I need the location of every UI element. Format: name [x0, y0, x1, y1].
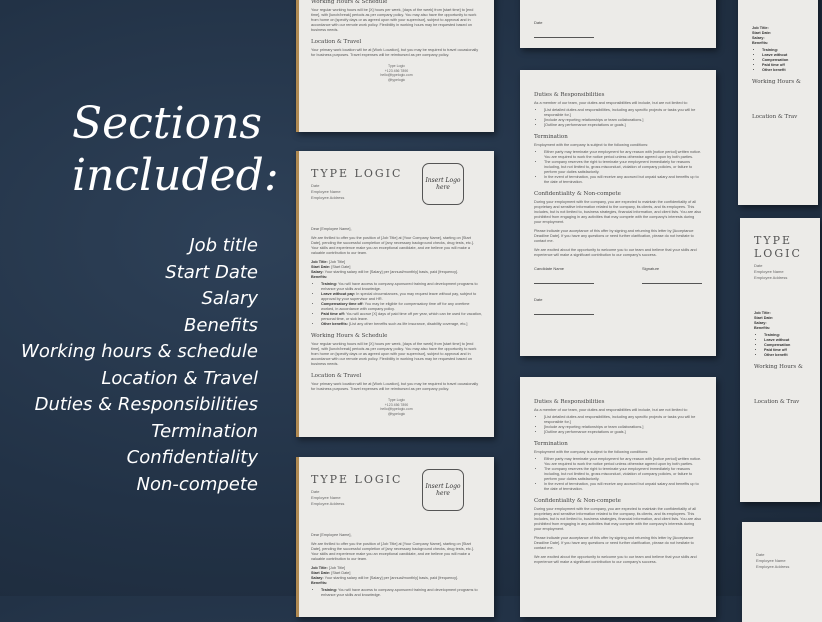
section-item: Non-compete	[136, 473, 258, 495]
section-item: Location & Travel	[101, 367, 258, 389]
sections-list	[21, 233, 258, 498]
salutation: Dear [Employee Name],	[311, 227, 352, 231]
section-item: Benefits	[184, 314, 258, 336]
list-item: • Leave without pay: In special circumstances, you may request leave without pay, subject to approval by your supervisor and HR.	[321, 292, 482, 302]
confidentiality-title: Confidentiality & Non-compete	[534, 191, 621, 197]
heading-line-2: included:	[72, 150, 279, 201]
duties-title: Duties & Responsibilities	[534, 92, 605, 98]
section-item: Duties & Responsibilities	[34, 394, 258, 415]
letter-page-right-top: Job Title: Start Date: Salary: Benefits: • Training: • Leave without • Compensation • Paid time off • Other benefit Working Hours & Location & Trav	[738, 0, 818, 205]
date-line	[534, 29, 594, 38]
logo-placeholder: Insert Logo here	[422, 469, 464, 511]
duties-page-bottom: Duties & Responsibilities As a member of our team, your duties and responsibilities will include, but are not limited to: • [List detailed duties and responsibilities, including any specific projects or tasks you will be responsible for.] • [Include any reporting relationships or team collaborations.] • [Outline any performance expectations or goals.] Termination Employment with the company is subject to the following conditions: • Either party may terminate your employment for any reason with [notice period] written notice. You are required to work the notice period unless otherwise agreed upon by both parties. • The company reserves the right to terminate your employment immediately for reasons including, but not limited to, gross misconduct, violation of company policies, or failure to perform your duties satisfactorily. • In the event of termination, you will receive any accrued but unpaid salary and benefits up to the date of termination. Confidentiality & Non-compete During your employment with the company, you are expected to maintain the confidentiality of all proprietary and sensitive information related to the company, its clients, and its employees. This includes, but is not limited to, business strategies, financial information, and client lists. You are also prohibited from engaging in any activities that may compete with the company's interests during your employment. Please indicate your acceptance of this offer by signing and returning this letter by [Acceptance Deadline Date]. If you have any questions or need further clarification, please do not hesitate to contact me. We are excited about the opportunity to welcome you to our team and believe that your skills and experience will make a significant contribution to our company's success.	[520, 377, 716, 617]
section-item: Confidentiality	[126, 447, 258, 468]
letter-page-middle: TYPE LOGIC Date Employee Name Employee Address Insert Logo here Dear [Employee Name], We are thrilled to offer you the position of [Job Title] at [Your Company Name], starting on [Start Date], pending the successful completion of [any necessary background checks, drug tests, etc.]. Your skills and experience make you an exceptional candidate, and we believe you will make a valuable contribution to our team. Job Title: [Job Title] Start Date: [Start Date] Salary: Your starting salary will be [Salary] per [annual/monthly] basis, paid [frequency]. Benefits: • Training: You will have access to company-sponsored training and development programs to enhance your skills and knowledge. • Leave without pay: In special circumstances, you may request leave without pay, subject to approval by your supervisor and HR. • Compensatory time off: You may be eligible for compensatory time off for any overtime worked, in accordance with company policy. • Paid time off: You will accrue [X] days of paid time off per year, which can be used for vacation, personal time, or sick leave. • Other benefits: [List any other benefits such as life insurance, disability coverage, etc.] Working Hours & Schedule Your regular working hours will be [X] hours per week, [days of the week] from [start time] to [end time], with [lunch/break] periods as per company policy. You may also have the opportunity to work from home on [specify days or as agreed upon with your supervisor], subject to approval and in accordance with our remote work policy. Flexibility in working hours may be requested based on business needs. Location & Travel Your primary work location will be at [Work Location], but you may be required to travel occasionally for business purposes. Travel expenses will be reimbursed as per company policy. Type Logic +123 456 7890 hello@typelogic.com @typelogic	[296, 151, 494, 437]
section-item: Job title	[189, 235, 258, 256]
heading-line-1: Sections	[72, 98, 262, 149]
section-item: Start Date	[165, 261, 258, 283]
location-title: Location & Travel	[311, 39, 362, 45]
list-item: • Training: You will have access to company-sponsored training and development programs to enhance your skills and knowledge.	[321, 282, 482, 292]
duties-list: • [List detailed duties and responsibilities, including any specific projects or tasks you will be responsible for.] • [Include any reporting relationships or team collaborations.] • [Outline any performance expectations or goals.]	[534, 108, 702, 128]
list-item: • Compensatory time off: You may be eligible for compensatory time off for any overtime worked, in accordance with company policy.	[321, 302, 482, 312]
benefits-list	[311, 282, 482, 327]
hours-title: Working Hours & Schedule	[311, 0, 388, 5]
letter-page-right-bottom: Date Employee Name Employee Address	[742, 522, 822, 622]
intro-text: We are thrilled to offer you the position of [Job Title] at [Your Company Name], starting on [Start Date], pending the successful completion of [any necessary background checks, drug tests, etc.]. Your skills and experience make you an exceptional candidate, and we believe you will make a valuable contribution to our team.	[311, 236, 474, 255]
section-item: Salary	[201, 288, 258, 309]
sections-heading	[72, 98, 279, 202]
letter-meta: Date Employee Name Employee Address	[311, 183, 345, 200]
duties-page-middle: Duties & Responsibilities As a member of our team, your duties and responsibilities will include, but are not limited to: • [List detailed duties and responsibilities, including any specific projects or tasks you will be responsible for.] • [Include any reporting relationships or team collaborations.] • [Outline any performance expectations or goals.] Termination Employment with the company is subject to the following conditions: • Either party may terminate your employment for any reason with [notice period] written notice. You are required to work the notice period unless otherwise agreed upon by both parties. • The company reserves the right to terminate your employment immediately for reasons including, but not limited to, gross misconduct, violation of company policies, or failure to perform your duties satisfactorily. • In the event of termination, you will receive any accrued but unpaid salary and benefits up to the date of termination. Confidentiality & Non-compete During your employment with the company, you are expected to maintain the confidentiality of all proprietary and sensitive information related to the company, its clients, and its employees. This includes, but is not limited to, business strategies, financial information, and client lists. You are also prohibited from engaging in any activities that may compete with the company's interests during your employment. Please indicate your acceptance of this offer by signing and returning this letter by [Acceptance Deadline Date]. If you have any questions or need further clarification, please do not hesitate to contact me. We are excited about the opportunity to welcome you to our team and believe that your skills and experience will make a significant contribution to our company's success. Candidate Name Signature Date	[520, 70, 716, 356]
termination-title: Termination	[534, 134, 568, 140]
letter-page-bottom: TYPE LOGIC Date Employee Name Employee Address Insert Logo here Dear [Employee Name], We are thrilled to offer you the position of [Job Title] at [Your Company Name], starting on [Start Date], pending the successful completion of [any necessary background checks, drug tests, etc.]. Your skills and experience make you an exceptional candidate, and we believe you will make a valuable contribution to our team. Job Title: [Job Title] Start Date: [Start Date] Salary: Your starting salary will be [Salary] per [annual/monthly] basis, paid [frequency]. Benefits: • Training: You will have access to company-sponsored training and development programs to enhance your skills and knowledge.	[296, 457, 494, 617]
letter-page-top	[296, 0, 494, 132]
section-item: Termination	[151, 420, 258, 442]
letter-page-right-middle: TYPE LOGIC Date Employee Name Employee Address Job Title: Start Date: Salary: Benefits: • Training: • Leave without • Compensation • Paid time off • Other benefit Working Hours & Location & Trav	[740, 218, 820, 502]
section-item: Working hours & schedule	[21, 341, 258, 362]
footer-contact: Type Logic +123 456 7890 hello@typelogic.com @typelogic	[380, 64, 413, 82]
list-item: • Other benefits: [List any other benefits such as life insurance, disability coverage, etc.]	[321, 322, 482, 327]
brand-name: TYPE LOGIC	[311, 167, 403, 180]
list-item: • Paid time off: You will accrue [X] days of paid time off per year, which can be used for vacation, personal time, or sick leave.	[321, 312, 482, 322]
location-text: Your primary work location will be at [Work Location], but you may be required to travel occasionally for business purposes. Travel expenses will be reimbursed as per company policy.	[311, 48, 479, 57]
logo-placeholder: Insert Logo here	[422, 163, 464, 205]
duties-page-top: Date	[520, 0, 716, 48]
hours-text: Your regular working hours will be [X] hours per week, [days of the week] from [start time] to [end time], with [lunch/break] periods as per company policy. You may also have the opportunity to work from home on [specify days or as agreed upon with your supervisor], subject to approval and in accordance with our remote work policy. Flexibility in working hours may be requested based on business needs.	[311, 8, 477, 32]
